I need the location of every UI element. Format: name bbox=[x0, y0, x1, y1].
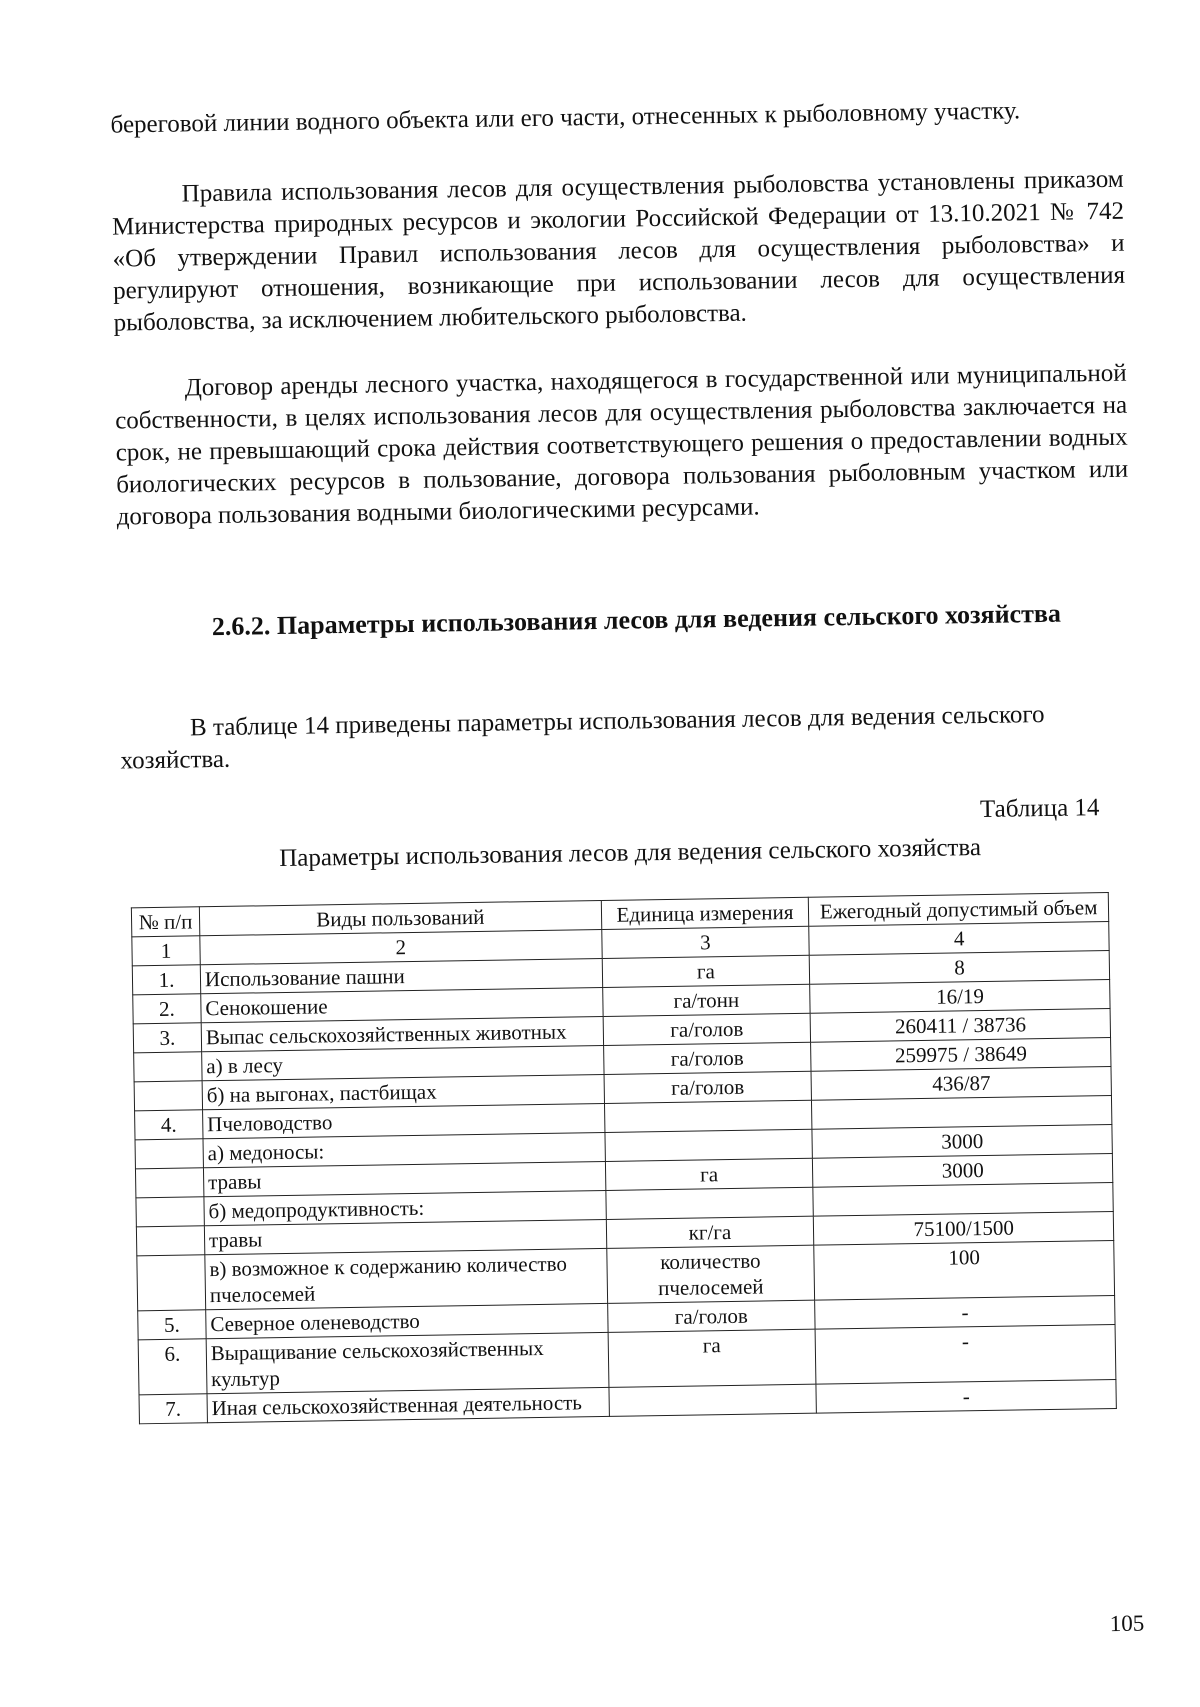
parameters-table bbox=[131, 892, 1117, 1424]
unit: га/голов bbox=[604, 1071, 812, 1103]
usage-type: а) медоносы: bbox=[203, 1132, 605, 1167]
unit bbox=[604, 1100, 812, 1132]
usage-type: травы bbox=[203, 1161, 605, 1196]
header-number: № п/п bbox=[131, 907, 199, 937]
unit: кг/га bbox=[606, 1216, 814, 1248]
row-number bbox=[135, 1168, 203, 1198]
table-caption: Параметры использования лесов для ведения сельского хозяйства bbox=[278, 834, 982, 873]
unit: га/голов bbox=[607, 1300, 815, 1332]
annual-volume: 75100/1500 bbox=[814, 1211, 1114, 1245]
usage-type: Иная сельскохозяйственная деятельность bbox=[207, 1387, 609, 1422]
row-number bbox=[135, 1139, 203, 1169]
annual-volume: 100 bbox=[814, 1240, 1114, 1300]
annual-volume bbox=[813, 1182, 1113, 1216]
unit: количество пчелосемей bbox=[606, 1245, 815, 1303]
unit bbox=[608, 1384, 816, 1416]
row-number: 7. bbox=[139, 1394, 207, 1424]
column-number: 2 bbox=[200, 929, 602, 964]
usage-type: а) в лесу bbox=[202, 1045, 604, 1080]
section-heading: 2.6.2. Параметры использования лесов для ведения сельского хозяйства bbox=[211, 598, 1062, 642]
row-number bbox=[136, 1226, 204, 1256]
column-number: 1 bbox=[132, 936, 200, 966]
usage-type: Северное оленеводство bbox=[206, 1303, 608, 1338]
row-number: 4. bbox=[135, 1110, 203, 1140]
unit bbox=[604, 1129, 812, 1161]
usage-type: Пчеловодство bbox=[202, 1103, 604, 1138]
unit: га bbox=[608, 1329, 817, 1387]
paragraph-fishing-rules: Правила использования лесов для осуществления рыболовства установлены приказом Министерства природных ресурсов и экологии Российской Федерации от 13.10.2021 № 742 «Об утверждении Правил использования лесов для осуществления рыболовства» и регулируют отношения, возникающие при использовании лесов для осуществления рыболовства, за исключением любительского рыболовства. bbox=[111, 165, 1126, 337]
column-number: 3 bbox=[601, 926, 809, 958]
annual-volume: 3000 bbox=[812, 1124, 1112, 1158]
unit: га/голов bbox=[603, 1042, 811, 1074]
header-unit: Единица измерения bbox=[601, 897, 809, 929]
row-number: 6. bbox=[138, 1339, 207, 1395]
annual-volume: 8 bbox=[810, 951, 1110, 985]
header-usage-type: Виды пользований bbox=[199, 900, 601, 935]
usage-type: травы bbox=[204, 1219, 606, 1254]
row-number bbox=[137, 1255, 206, 1311]
row-number: 2. bbox=[133, 994, 201, 1024]
row-number: 3. bbox=[133, 1023, 201, 1053]
row-number: 5. bbox=[138, 1310, 206, 1340]
unit bbox=[605, 1187, 813, 1219]
annual-volume: 436/87 bbox=[811, 1067, 1111, 1101]
usage-type: б) медопродуктивность: bbox=[204, 1190, 606, 1225]
usage-type: в) возможное к содержанию количество пчелосемей bbox=[205, 1248, 607, 1309]
header-annual-volume: Ежегодный допустимый объем bbox=[809, 893, 1109, 927]
annual-volume bbox=[812, 1095, 1112, 1129]
annual-volume: - bbox=[816, 1379, 1116, 1413]
paragraph-lease-agreement: Договор аренды лесного участка, находящегося в государственной или муниципальной собственности, в целях использования лесов для осуществления рыболовства заключается на срок, не превышающий срока действия соответствующего решения о предоставлении водных биологических ресурсов в пользование, договора пользования рыболовным участком или договора пользования водными биологическими ресурсами. bbox=[115, 359, 1129, 531]
column-number: 4 bbox=[809, 922, 1109, 956]
annual-volume: 259975 / 38649 bbox=[811, 1038, 1111, 1072]
paragraph-shoreline: береговой линии водного объекта или его части, отнесенных к рыболовному участку. bbox=[110, 97, 1021, 139]
unit: га bbox=[605, 1158, 813, 1190]
unit: га/тонн bbox=[602, 984, 810, 1016]
row-number: 1. bbox=[132, 965, 200, 995]
page-number: 105 bbox=[1109, 1610, 1145, 1637]
unit: га bbox=[602, 955, 810, 987]
annual-volume: - bbox=[815, 1324, 1115, 1384]
usage-type: Выращивание сельскохозяйственных культур bbox=[206, 1332, 608, 1393]
usage-type: Сенокошение bbox=[201, 987, 603, 1022]
table-number-label: Таблица 14 bbox=[979, 794, 1100, 824]
row-number bbox=[136, 1197, 204, 1227]
paragraph-table-intro: В таблице 14 приведены параметры использования лесов для ведения сельского хозяйства. bbox=[120, 701, 1045, 775]
annual-volume: - bbox=[815, 1295, 1115, 1329]
annual-volume: 260411 / 38736 bbox=[810, 1009, 1110, 1043]
usage-type: Использование пашни bbox=[200, 958, 602, 993]
unit: га/голов bbox=[603, 1013, 811, 1045]
usage-type: б) на выгонах, пастбищах bbox=[202, 1074, 604, 1109]
row-number bbox=[134, 1052, 202, 1082]
annual-volume: 3000 bbox=[813, 1153, 1113, 1187]
annual-volume: 16/19 bbox=[810, 980, 1110, 1014]
usage-type: Выпас сельскохозяйственных животных bbox=[201, 1016, 603, 1051]
row-number bbox=[134, 1081, 202, 1111]
